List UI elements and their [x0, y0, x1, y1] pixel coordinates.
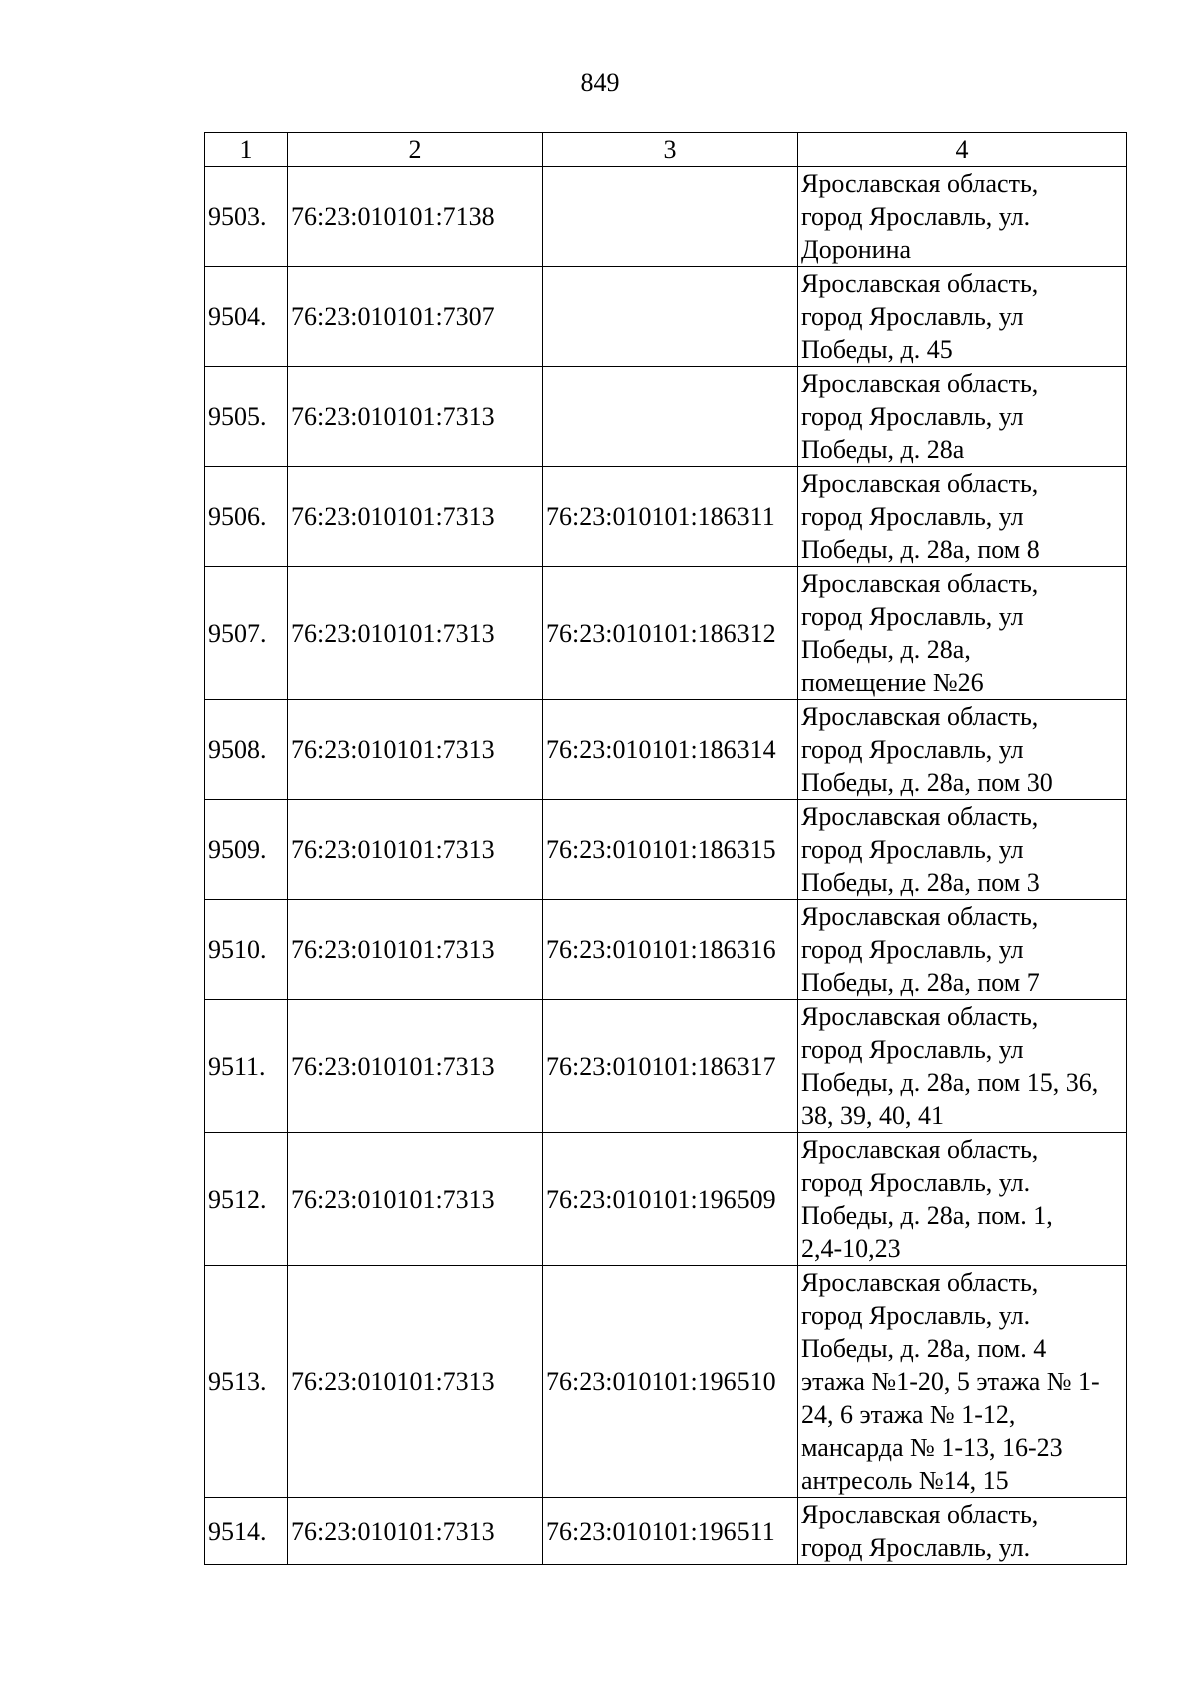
- address-text: Ярославская область, город Ярославль, ул. Победы, д. 28а, пом. 1, 2,4-10,23: [801, 1135, 1053, 1263]
- column-header-2: 2: [288, 133, 543, 167]
- cadastral-number: 76:23:010101:7313: [288, 700, 543, 800]
- row-number: 9503.: [205, 167, 288, 267]
- registry-table: [204, 132, 1127, 1565]
- cadastral-number: 76:23:010101:7313: [288, 1266, 543, 1498]
- address-cell: [798, 1498, 1127, 1565]
- table-row: [205, 1266, 1127, 1498]
- table-header-row: [205, 133, 1127, 167]
- page-number: 849: [580, 68, 620, 97]
- cadastral-number: 76:23:010101:7307: [288, 267, 543, 367]
- row-number: 9504.: [205, 267, 288, 367]
- cadastral-number: 76:23:010101:7138: [288, 167, 543, 267]
- premises-cadastral-number: 76:23:010101:196509: [543, 1133, 798, 1266]
- address-text: Ярославская область, город Ярославль, ул Победы, д. 45: [801, 269, 1039, 364]
- premises-cadastral-number: 76:23:010101:186311: [543, 467, 798, 567]
- row-number: 9505.: [205, 367, 288, 467]
- cadastral-number: 76:23:010101:7313: [288, 1498, 543, 1565]
- address-text: Ярославская область, город Ярославль, ул Победы, д. 28а, пом 30: [801, 702, 1053, 797]
- cadastral-number: 76:23:010101:7313: [288, 1133, 543, 1266]
- premises-cadastral-number: 76:23:010101:186317: [543, 1000, 798, 1133]
- address-text: Ярославская область, город Ярославль, ул Победы, д. 28а, пом 3: [801, 802, 1040, 897]
- table-row: [205, 467, 1127, 567]
- row-number: 9506.: [205, 467, 288, 567]
- address-cell: [798, 367, 1127, 467]
- premises-cadastral-number: [543, 167, 798, 267]
- column-header-4: 4: [798, 133, 1127, 167]
- premises-cadastral-number: 76:23:010101:186312: [543, 567, 798, 700]
- table-row: [205, 700, 1127, 800]
- row-number: 9511.: [205, 1000, 288, 1133]
- cadastral-number: 76:23:010101:7313: [288, 1000, 543, 1133]
- address-cell: [798, 267, 1127, 367]
- cadastral-number: 76:23:010101:7313: [288, 367, 543, 467]
- premises-cadastral-number: 76:23:010101:186316: [543, 900, 798, 1000]
- address-cell: [798, 800, 1127, 900]
- table-row: [205, 800, 1127, 900]
- address-cell: [798, 1000, 1127, 1133]
- premises-cadastral-number: [543, 367, 798, 467]
- premises-cadastral-number: 76:23:010101:196510: [543, 1266, 798, 1498]
- address-cell: [798, 167, 1127, 267]
- premises-cadastral-number: 76:23:010101:186315: [543, 800, 798, 900]
- address-cell: [798, 700, 1127, 800]
- address-text: Ярославская область, город Ярославль, ул Победы, д. 28а, пом 7: [801, 902, 1040, 997]
- row-number: 9510.: [205, 900, 288, 1000]
- table-row: [205, 1498, 1127, 1565]
- row-number: 9514.: [205, 1498, 288, 1565]
- cadastral-number: 76:23:010101:7313: [288, 800, 543, 900]
- row-number: 9509.: [205, 800, 288, 900]
- table-row: [205, 267, 1127, 367]
- cadastral-number: 76:23:010101:7313: [288, 567, 543, 700]
- table-row: [205, 1000, 1127, 1133]
- column-header-3: 3: [543, 133, 798, 167]
- address-text: Ярославская область, город Ярославль, ул. Победы, д. 28а, пом. 4 этажа №1-20, 5 этажа № 1- 24, 6 этажа № 1-12, мансарда № 1-13, 16-23 антресоль №14, 15: [801, 1268, 1100, 1495]
- address-text: Ярославская область, город Ярославль, ул Победы, д. 28а: [801, 369, 1039, 464]
- premises-cadastral-number: 76:23:010101:186314: [543, 700, 798, 800]
- address-cell: [798, 567, 1127, 700]
- address-cell: [798, 1266, 1127, 1498]
- row-number: 9507.: [205, 567, 288, 700]
- table-row: [205, 1133, 1127, 1266]
- address-text: Ярославская область, город Ярославль, ул Победы, д. 28а, пом 15, 36, 38, 39, 40, 41: [801, 1002, 1099, 1130]
- address-text: Ярославская область, город Ярославль, ул. Доронина: [801, 169, 1039, 264]
- premises-cadastral-number: 76:23:010101:196511: [543, 1498, 798, 1565]
- column-header-1: 1: [205, 133, 288, 167]
- cadastral-number: 76:23:010101:7313: [288, 467, 543, 567]
- table-row: [205, 900, 1127, 1000]
- address-text: Ярославская область, город Ярославль, ул.: [801, 1500, 1039, 1562]
- row-number: 9512.: [205, 1133, 288, 1266]
- table-row: [205, 367, 1127, 467]
- address-text: Ярославская область, город Ярославль, ул Победы, д. 28а, помещение №26: [801, 569, 1039, 697]
- premises-cadastral-number: [543, 267, 798, 367]
- table-row: [205, 567, 1127, 700]
- address-cell: [798, 1133, 1127, 1266]
- address-text: Ярославская область, город Ярославль, ул Победы, д. 28а, пом 8: [801, 469, 1040, 564]
- address-cell: [798, 900, 1127, 1000]
- cadastral-number: 76:23:010101:7313: [288, 900, 543, 1000]
- address-cell: [798, 467, 1127, 567]
- row-number: 9508.: [205, 700, 288, 800]
- row-number: 9513.: [205, 1266, 288, 1498]
- table-row: [205, 167, 1127, 267]
